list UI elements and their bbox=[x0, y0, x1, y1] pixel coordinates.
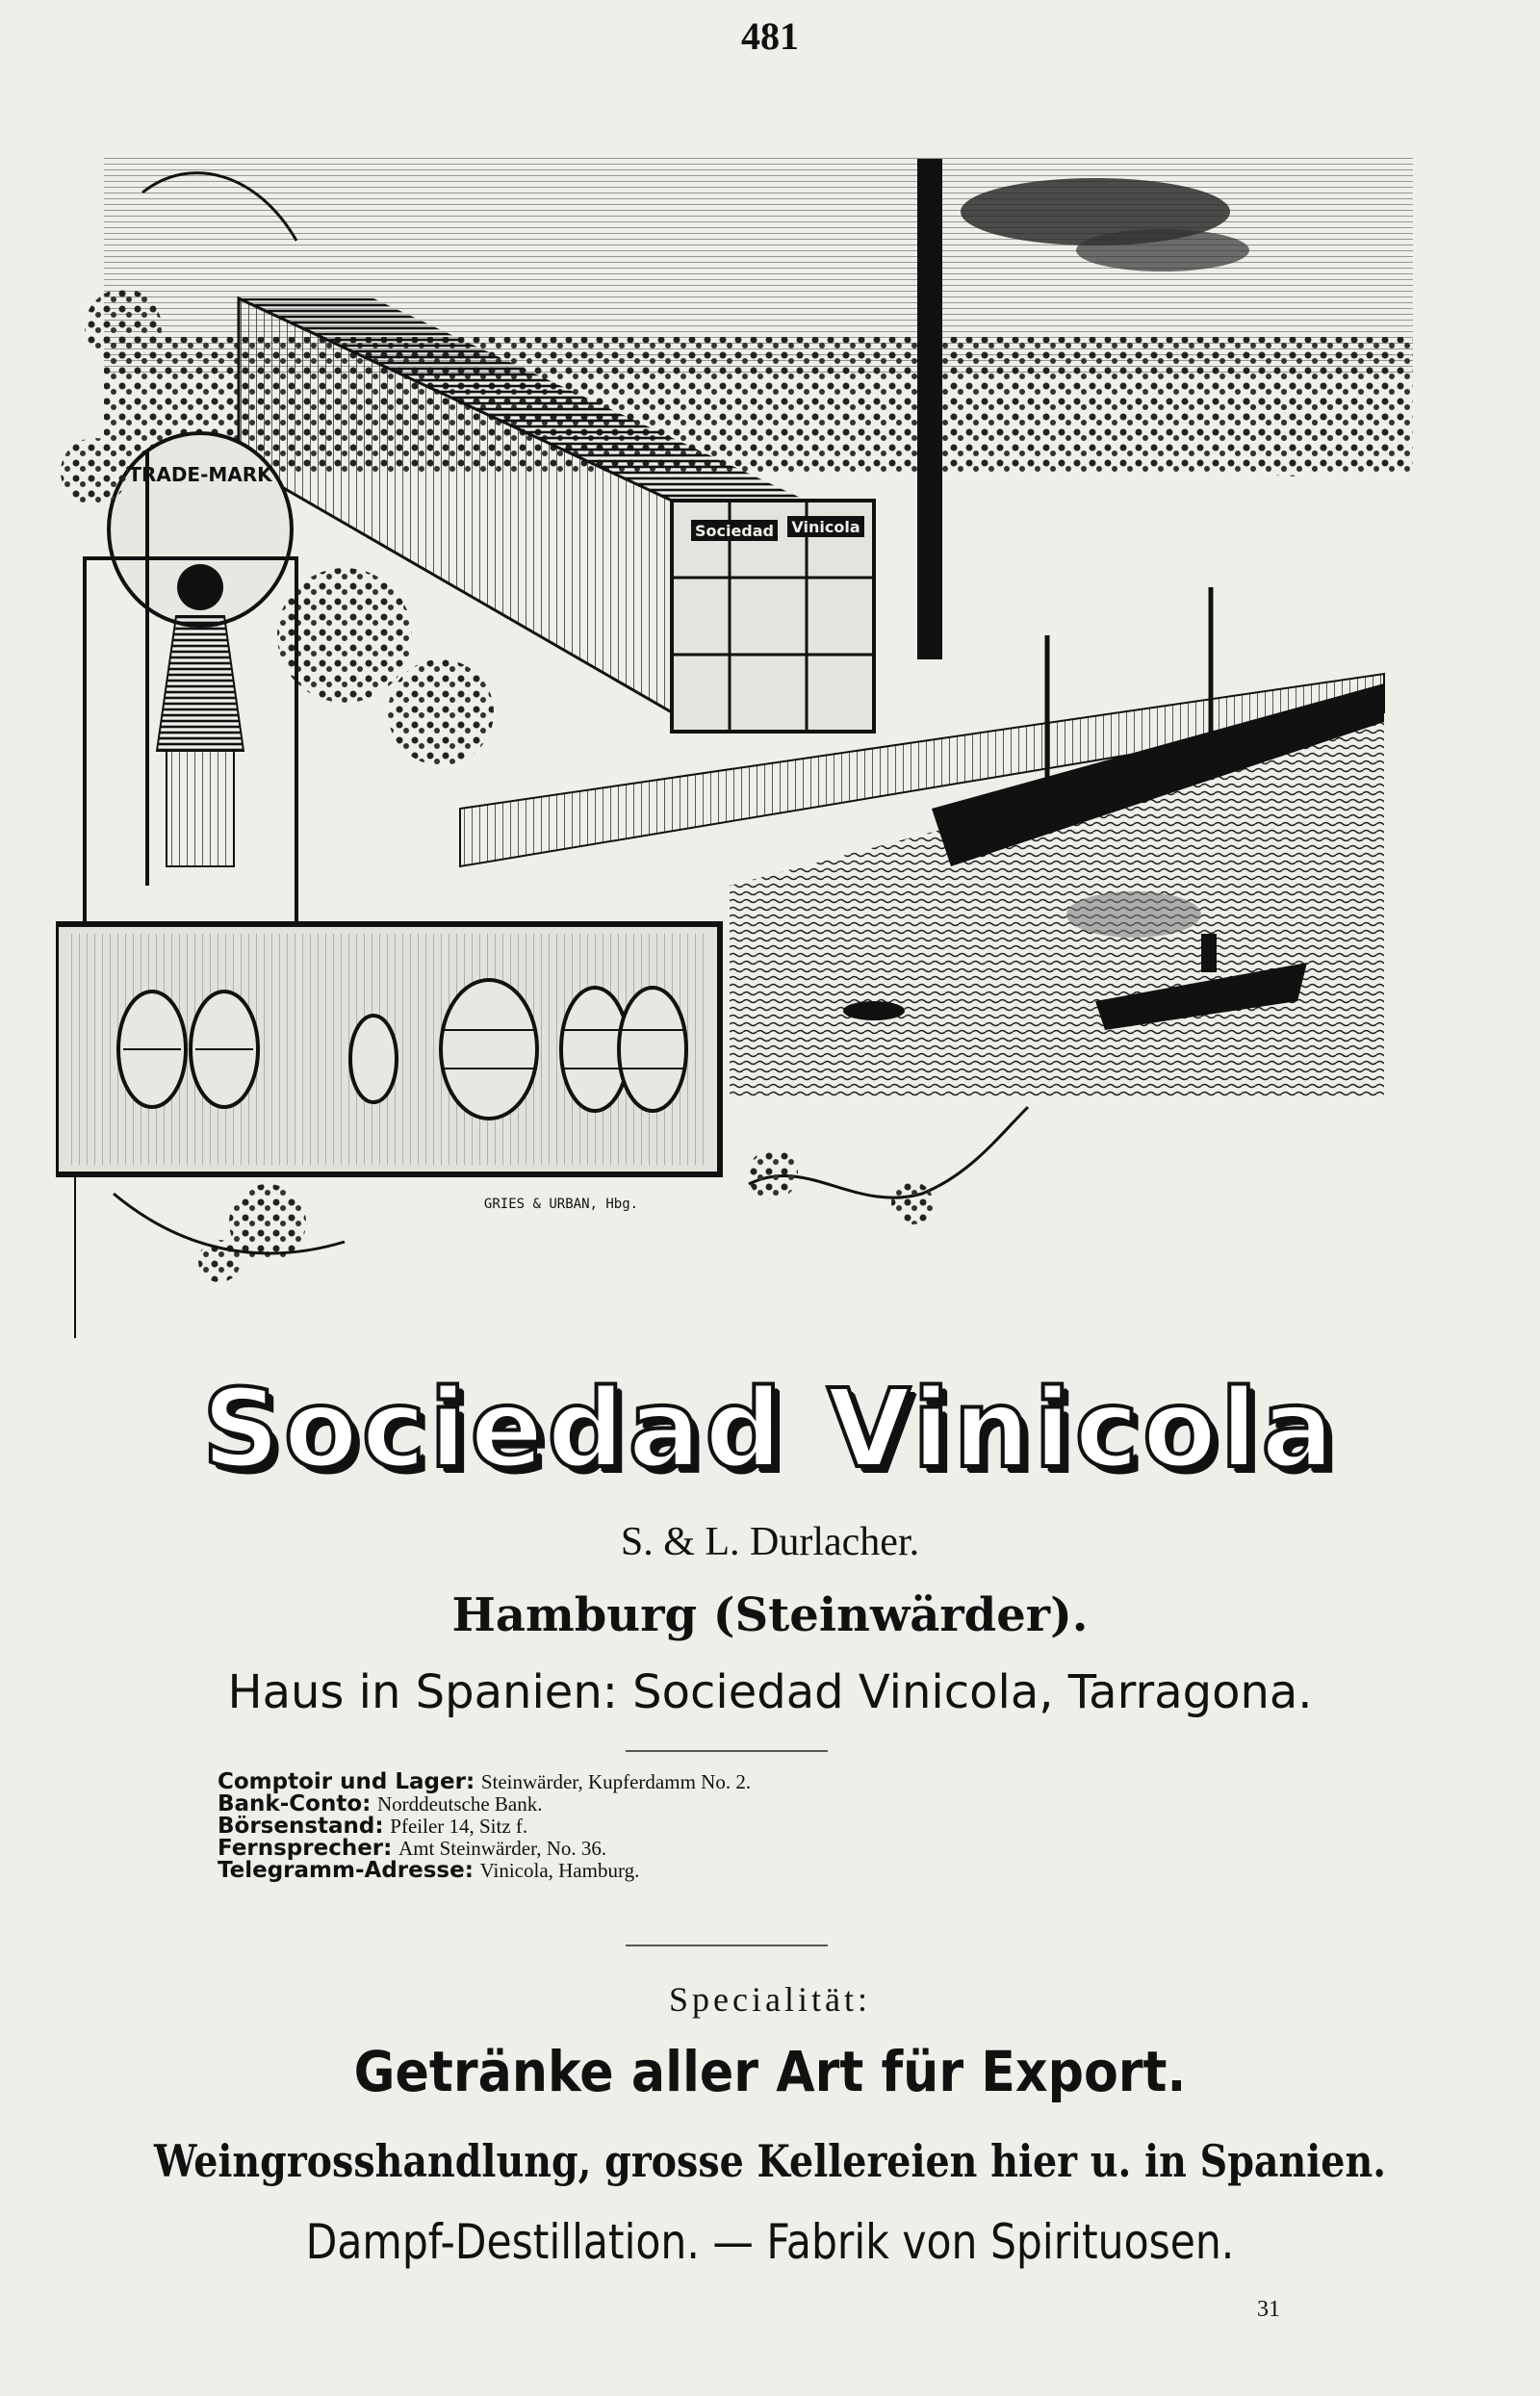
divider bbox=[626, 1945, 828, 1946]
chimney bbox=[917, 159, 942, 659]
divider bbox=[626, 1750, 828, 1752]
speciality-line: Dampf-Destillation. — Fabrik von Spirituosen. bbox=[305, 2214, 1235, 2270]
city: Hamburg (Steinwärder). bbox=[451, 1588, 1089, 1642]
contact-row: Telegramm-Adresse: Vinicola, Hamburg. bbox=[218, 1858, 640, 1883]
trade-mark-text: TRADE-MARK bbox=[128, 463, 272, 486]
contact-row: Comptoir und Lager: Steinwärder, Kupferdamm No. 2. bbox=[218, 1769, 752, 1794]
owners: S. & L. Durlacher. bbox=[620, 1520, 920, 1564]
spain-house: Haus in Spanien: Sociedad Vinicola, Tarragona. bbox=[227, 1665, 1313, 1719]
contact-row: Börsenstand: Pfeiler 14, Sitz f. bbox=[218, 1814, 528, 1839]
building-sign-left: Sociedad bbox=[694, 522, 775, 540]
company-title: Sociedad Vinicola bbox=[202, 1367, 1338, 1492]
contact-row: Fernsprecher: Amt Steinwärder, No. 36. bbox=[218, 1836, 607, 1861]
building-sign-right: Vinicola bbox=[791, 518, 860, 536]
contact-details bbox=[218, 1771, 1276, 1882]
contact-row: Bank-Conto: Norddeutsche Bank. bbox=[218, 1791, 543, 1816]
factory-engraving bbox=[56, 135, 1423, 1348]
speciality-line: Weingrosshandlung, grosse Kellereien hier u. in Spanien. bbox=[153, 2135, 1387, 2187]
page-number: 481 bbox=[741, 14, 799, 58]
speciality-line: Getränke aller Art für Export. bbox=[353, 2039, 1187, 2104]
engraver-signature: GRIES & URBAN, Hbg. bbox=[483, 1197, 639, 1212]
speciality-label: Specialität: bbox=[669, 1980, 871, 2019]
sheet-number: 31 bbox=[1257, 2297, 1280, 2322]
